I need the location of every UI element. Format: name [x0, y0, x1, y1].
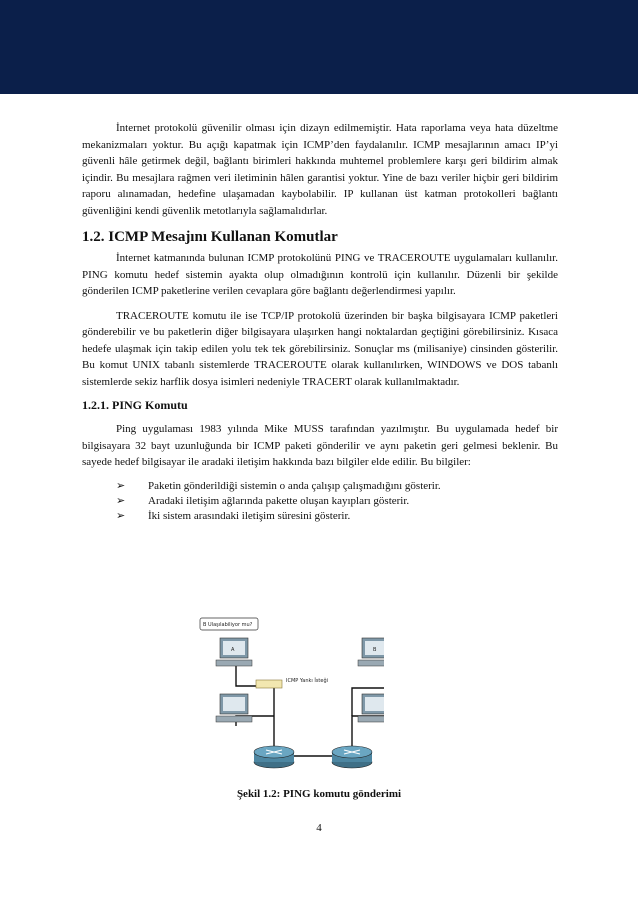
figure-caption: Şekil 1.2: PING komutu gönderimi: [236, 788, 402, 800]
router-icon-right: [332, 746, 372, 768]
computer-icon-left: [216, 694, 252, 722]
ping-diagram: [198, 616, 384, 784]
paragraph-commands: İnternet katmanında bulunan ICMP protokolünü PING ve TRACEROUTE uygulamaları kullanılır. PING komutu hedef sistemin ayakta olup olmadığının kontrolü için kullanılır. Düzenli bir şekilde gönderilen ICMP paketlerine verilen cevaplara göre bağlantı değerlendirmesi yapılır.: [82, 252, 558, 297]
computer-icon-right: [358, 694, 384, 722]
paragraph-traceroute: TRACEROUTE komutu ile ise TCP/IP protokolü üzerinden bir başka bilgisayara ICMP paketleri gönderebilir ve bu paketlerin diğer bilgisayara ulaşırken hangi noktalardan geçtiğini görebilirsiniz. Kısaca hedefe ulaşmak için takip edilen yolu tek tek görebilirsiniz. Sonuçlar ms (milisaniye) cinsinden gösterilir. Bu komut UNIX tabanlı sistemlerde TRACEROUTE olarak kullanılırken, WINDOWS ve DOS tabanlı sistemlerde sekiz harflik dosya isimleri nedeniyle TRACERT olarak kullanılmaktadır.: [82, 309, 558, 388]
question-bubble: [200, 618, 258, 630]
computer-icon-host-a: [216, 638, 252, 666]
page-content: [82, 120, 558, 532]
list-item-text: Paketin gönderildiği sistemin o anda çalışıp çalışmadığını gösterir.: [148, 479, 441, 492]
section-heading: 1.2. ICMP Mesajını Kullanan Komutlar: [82, 229, 338, 245]
question-label: B Ulaşılabiliyor mu?: [203, 622, 253, 628]
header-band: [0, 0, 638, 94]
network-diagram-svg: [198, 616, 384, 784]
list-item-text: İki sistem arasındaki iletişim süresini gösterir.: [148, 509, 351, 522]
request-label-line: [286, 677, 328, 684]
paragraph-ping: Ping uygulaması 1983 yılında Mike MUSS tarafından yazılmıştır. Bu uygulamada hedef bir bilgisayara 32 bayt uzunluğunda bir ICMP paketi gönderilir ve aynı paketin geri gelmesi beklenir. Bu sayede hedef bilgisayar ile aradaki iletişim hakkında bazı bilgiler elde edilir. Bu bilgiler:: [82, 423, 558, 468]
page-number: 4: [316, 822, 322, 834]
list-item: [82, 509, 558, 524]
host-a-label: A: [231, 647, 235, 653]
arrow-bullet-icon: ➢: [116, 509, 126, 522]
host-b-label: B: [373, 647, 377, 653]
request-label: ICMP Yankı İsteği: [286, 678, 329, 684]
arrow-bullet-icon: ➢: [116, 479, 126, 492]
bullet-list: [82, 479, 558, 524]
list-item: [82, 494, 558, 509]
arrow-bullet-icon: ➢: [116, 494, 126, 507]
paragraph-icmp-intro: İnternet protokolü güvenilir olması için dizayn edilmemiştir. Hata raporlama veya hata düzeltme mekanizmaları yoktur. Bu açığı kapatmak için ICMP’den faydalanılır. ICMP mesajlarının amacı IP’yi güvenli hâle getirmek değil, bağlantı birimleri hakkında muhtemel problemlere karşı geri bildirim almak içindir. Bu mesajlara rağmen veri iletiminin hâlen garantisi yoktur. Yine de bazı veriler hiçbir geri bildirim raporu alınamadan, hedefine ulaşamadan kaybolabilir. IP kullanan üst katman protokolleri bağlantı güvenliğini kendi güvenlik metotlarıyla sağlamalıdırlar.: [82, 122, 558, 217]
list-item-text: Aradaki iletişim ağlarında pakette oluşan kayıpları gösterir.: [148, 494, 410, 507]
computer-icon-host-b: [358, 638, 384, 666]
router-icon-left: [254, 746, 294, 768]
subsection-heading: 1.2.1. PING Komutu: [82, 398, 188, 412]
list-item: [82, 479, 558, 494]
icmp-packet-icon: [256, 677, 328, 688]
